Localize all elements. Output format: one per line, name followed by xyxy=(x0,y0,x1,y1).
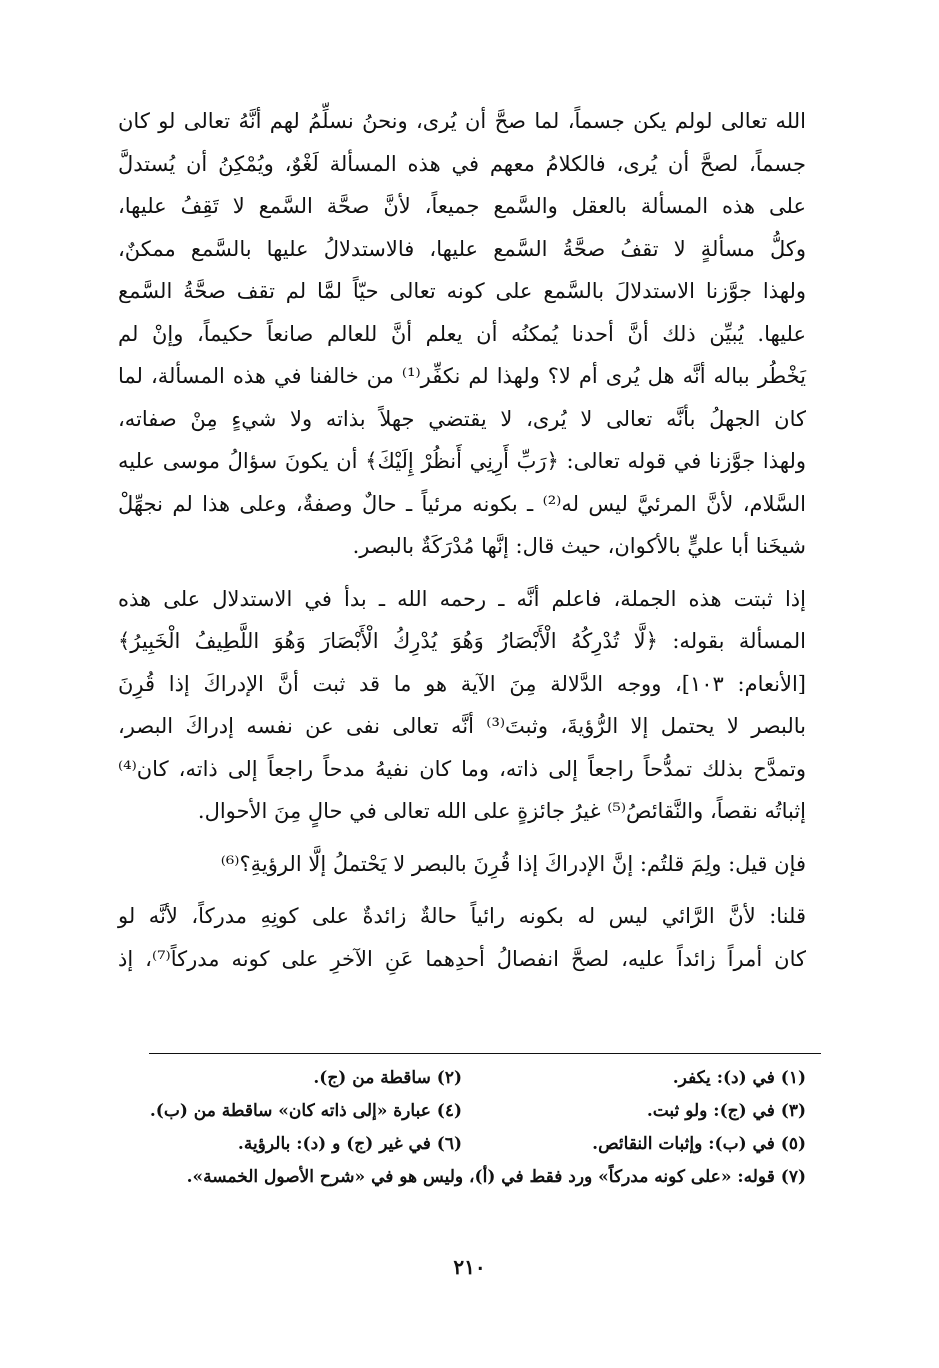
text-line: شيخَنا أبا عليٍّ بالأكوان، حيث قال: إنَّها مُدْرَكَةٌ بالبصر. xyxy=(352,534,806,558)
text-line: الله تعالى لولم يكن جسماً، لما صحَّ أن يُرى، ونحنُ نسلِّمُ لهم أنَّهُ تعالى لو كان xyxy=(118,109,806,133)
text-line: وتمدَّح بذلك تمدُّحاً راجعاً إلى ذاته، وما كان نفيهُ مدحاً راجعاً إلى ذاته، كان⁽⁴⁾ xyxy=(118,756,806,781)
footnote-1: (١) في (د): يكفر. xyxy=(672,1068,806,1088)
text-line: عليها. يُبيِّن ذلك أنَّ أحدنا يُمكنُه أن يعلم أنَّ للعالم صانعاً حكيماً، وإنْ لم xyxy=(118,321,806,346)
text-line: جسماً، لصحَّ أن يُرى، فالكلامُ معهم في هذه المسألة لَغْوٌ، ويُمْكِنُ أن يُستدلَّ xyxy=(118,151,806,176)
text-line: [الأنعام: ١٠٣]، ووجه الدَّلالة مِنَ الآية هو ما قد ثبت أنَّ الإدراكَ إذا قُرِنَ xyxy=(118,671,806,696)
footnote-row xyxy=(118,1095,806,1128)
text-line: بالبصر لا يحتمل إلا الرُّؤيةَ، وثبتَ⁽³⁾ أنَّه تعالى نفى عن نفسه إدراكَ البصر، xyxy=(118,714,806,738)
text-line: إذا ثبتت هذه الجملة، فاعلم أنَّه ـ رحمه الله ـ بدأ في الاستدلال على هذه xyxy=(118,586,806,611)
text-line: يَخْطُر بباله أنَّه هل يُرى أم لا؟ ولهذا لم نكفِّر⁽¹⁾ من خالفنا في هذه المسألة، لما xyxy=(118,364,806,388)
paragraph-2 xyxy=(118,578,806,833)
footnotes xyxy=(118,1062,806,1194)
text-line: فإن قيل: ولِمَ قلتُم: إنَّ الإدراكَ إذا قُرِنَ بالبصر لا يَحْتملُ إلَّا الرؤيةِ؟⁽⁶⁾ xyxy=(220,851,806,876)
paragraph-4 xyxy=(118,895,806,980)
footnote-5: (٥) في (ب): وإثبات النقائص. xyxy=(592,1134,806,1154)
text-line: السَّلام، لأنَّ المرئيَّ ليس له⁽²⁾ ـ بكونه مرئياً ـ حالٌ وصفةٌ، وعلى هذا لم نجهِّلْ xyxy=(118,491,806,516)
main-text xyxy=(118,100,806,980)
footnote-row xyxy=(118,1161,806,1194)
text-line: على هذه المسألة بالعقل والسَّمع جميعاً، لأنَّ صحَّة السَّمع لا تَقِفُ عليها، xyxy=(118,194,806,218)
paragraph-3 xyxy=(118,843,806,886)
footnote-2: (٢) ساقطة من (ج). xyxy=(313,1068,462,1088)
footnote-3: (٣) في (ج): ولو ثبت. xyxy=(646,1101,806,1121)
text-line: وكلُّ مسألةٍ لا تقفُ صحَّةُ السَّمع عليها، فالاستدلالُ عليها بالسَّمع ممكنٌ، xyxy=(118,236,806,261)
footnote-row xyxy=(118,1062,806,1095)
text-line: قلنا: لأنَّ الرَّائي ليس له بكونه رائياً حالةٌ زائدةٌ على كونِهِ مدركاً، لأنَّه لو xyxy=(118,904,806,928)
footnote-7: (٧) قوله: «على كونه مدركاً» ورد فقط في (أ)، وليس هو في «شرح الأصول الخمسة». xyxy=(186,1167,806,1187)
text-line: كان الجهلُ بأنَّه تعالى لا يُرى، لا يقتضي جهلاً بذاته ولا شيءٍ مِنْ صفاته، xyxy=(118,406,806,431)
paragraph-1 xyxy=(118,100,806,568)
text-line: إثباتُه نقصاً، والنَّقائصُ⁽⁵⁾ غيرُ جائزةٍ على الله تعالى في حالٍ مِنَ الأحوال. xyxy=(197,799,806,823)
text-line: ولهذا جوَّزنا في قوله تعالى: ﴿رَبِّ أَرِنِي أَنظُرْ إِلَيْكَ﴾ أن يكونَ سؤالُ موسى عليه xyxy=(118,449,806,473)
footnote-6: (٦) في غير (ج) و (د): بالرؤية. xyxy=(237,1134,462,1154)
footnote-divider xyxy=(149,1053,821,1054)
text-line: المسألة بقوله: ﴿لَّا تُدْرِكُهُ الْأَبْصَارُ وَهُوَ يُدْرِكُ الْأَبْصَارَ وَهُوَ اللَّطِيفُ الْخَبِيرُ﴾ xyxy=(118,629,806,653)
footnote-row xyxy=(118,1128,806,1161)
footnote-4: (٤) عبارة «إلى ذاته كان» ساقطة من (ب). xyxy=(149,1101,462,1121)
page-number: ٢١٠ xyxy=(453,1255,486,1279)
text-line: كان أمراً زائداً عليه، لصحَّ انفصالُ أحدِهما عَنِ الآخرِ على كونه مدركاً⁽⁷⁾، إذ xyxy=(118,946,806,971)
text-line: ولهذا جوَّزنا الاستدلالَ بالسَّمع على كونه تعالى حيّاً لمَّا لم تقف صحَّةُ السَّمع xyxy=(118,279,806,303)
